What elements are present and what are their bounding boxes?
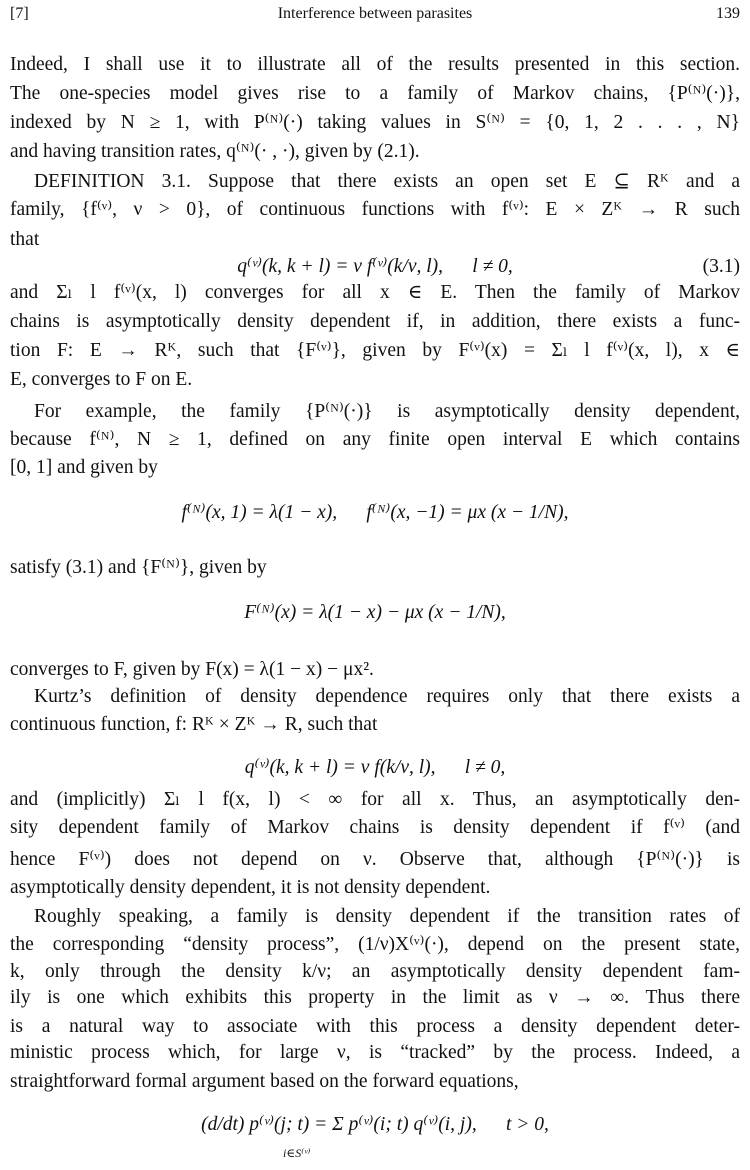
text-line: because f⁽ᴺ⁾, N ≥ 1, defined on any finite open interval E which contains — [10, 429, 740, 450]
text-line: chains is asymptotically density dependent if, in addition, there exists a func- — [10, 311, 740, 332]
summation-subscript: i∈S⁽ᵛ⁾ — [283, 1146, 311, 1160]
page-number: 139 — [716, 5, 740, 22]
text-line: straightforward formal argument based on the forward equations, — [10, 1071, 519, 1092]
definition-heading-line: DEFINITION 3.1. Suppose that there exists an open set E ⊆ Rᴷ and a — [34, 171, 740, 192]
text-line: converges to F, given by F(x) = λ(1 − x) − μx². — [10, 659, 374, 680]
text-line: The one-species model gives rise to a family of Markov chains, {P⁽ᴺ⁾(·)}, — [10, 83, 740, 104]
equation-kurtz: q⁽ᵛ⁾(k, k + l) = ν f(k/ν, l), l ≠ 0, — [244, 757, 506, 778]
text-line: For example, the family {P⁽ᴺ⁾(·)} is asymptotically density dependent, — [34, 401, 740, 422]
section-number: [7] — [10, 5, 29, 22]
running-title: Interference between parasites — [277, 5, 473, 22]
text-line: satisfy (3.1) and {F⁽ᴺ⁾}, given by — [10, 557, 267, 578]
equation-number: (3.1) — [702, 256, 740, 277]
text-line: Kurtz’s definition of density dependence requires only that there exists a — [34, 686, 740, 707]
text-line: asymptotically density dependent, it is not density dependent. — [10, 877, 491, 898]
text-line: tion F: E → Rᴷ, such that {F⁽ᵛ⁾}, given by F⁽ᵛ⁾(x) = Σₗ l f⁽ᵛ⁾(x, l), x ∈ — [10, 340, 740, 361]
text-line: E, converges to F on E. — [10, 369, 193, 390]
text-line: the corresponding “density process”, (1/ν)X⁽ᵛ⁾(·), depend on the present state, — [10, 934, 740, 955]
text-line: and having transition rates, q⁽ᴺ⁾(· , ·), given by (2.1). — [10, 141, 420, 162]
text-line: indexed by N ≥ 1, with P⁽ᴺ⁾(·) taking values in S⁽ᴺ⁾ = {0, 1, 2 . . . , N} — [10, 112, 740, 133]
text-line: is a natural way to associate with this process a density dependent deter- — [10, 1016, 740, 1037]
text-line: Roughly speaking, a family is density dependent if the transition rates of — [34, 906, 740, 927]
text-line: family, {f⁽ᵛ⁾, ν > 0}, of continuous functions with f⁽ᵛ⁾: E × Zᴷ → R such — [10, 199, 740, 220]
equation-f: f⁽ᴺ⁾(x, 1) = λ(1 − x), f⁽ᴺ⁾(x, −1) = μx (x − 1/N), — [181, 502, 569, 523]
text-line: and Σₗ l f⁽ᵛ⁾(x, l) converges for all x ∈ E. Then the family of Markov — [10, 282, 740, 303]
text-line: and (implicitly) Σₗ l f(x, l) < ∞ for all x. Thus, an asymptotically den- — [10, 789, 740, 810]
text-line: [0, 1] and given by — [10, 457, 158, 478]
text-line: sity dependent family of Markov chains is density dependent if f⁽ᵛ⁾ (and — [10, 817, 740, 838]
text-line: that — [10, 229, 40, 250]
equation-F: F⁽ᴺ⁾(x) = λ(1 − x) − μx (x − 1/N), — [244, 602, 506, 623]
text-line: ministic process which, for large ν, is “tracked” by the process. Indeed, a — [10, 1042, 740, 1063]
text-line: hence F⁽ᵛ⁾) does not depend on ν. Observe that, although {P⁽ᴺ⁾(·)} is — [10, 849, 740, 870]
equation-3-1: q⁽ᵛ⁾(k, k + l) = ν f⁽ᵛ⁾(k/ν, l), l ≠ 0, — [237, 256, 513, 277]
text-line: Indeed, I shall use it to illustrate all of the results presented in this section. — [10, 54, 740, 75]
text-line: k, only through the density k/ν; an asymptotically density dependent fam- — [10, 961, 740, 982]
text-line: ily is one which exhibits this property in the limit as ν → ∞. Thus there — [10, 987, 740, 1008]
equation-forward: (d/dt) p⁽ᵛ⁾(j; t) = Σ p⁽ᵛ⁾(i; t) q⁽ᵛ⁾(i, j), t > 0, — [201, 1114, 549, 1135]
text-line: continuous function, f: Rᴷ × Zᴷ → R, such that — [10, 714, 378, 735]
